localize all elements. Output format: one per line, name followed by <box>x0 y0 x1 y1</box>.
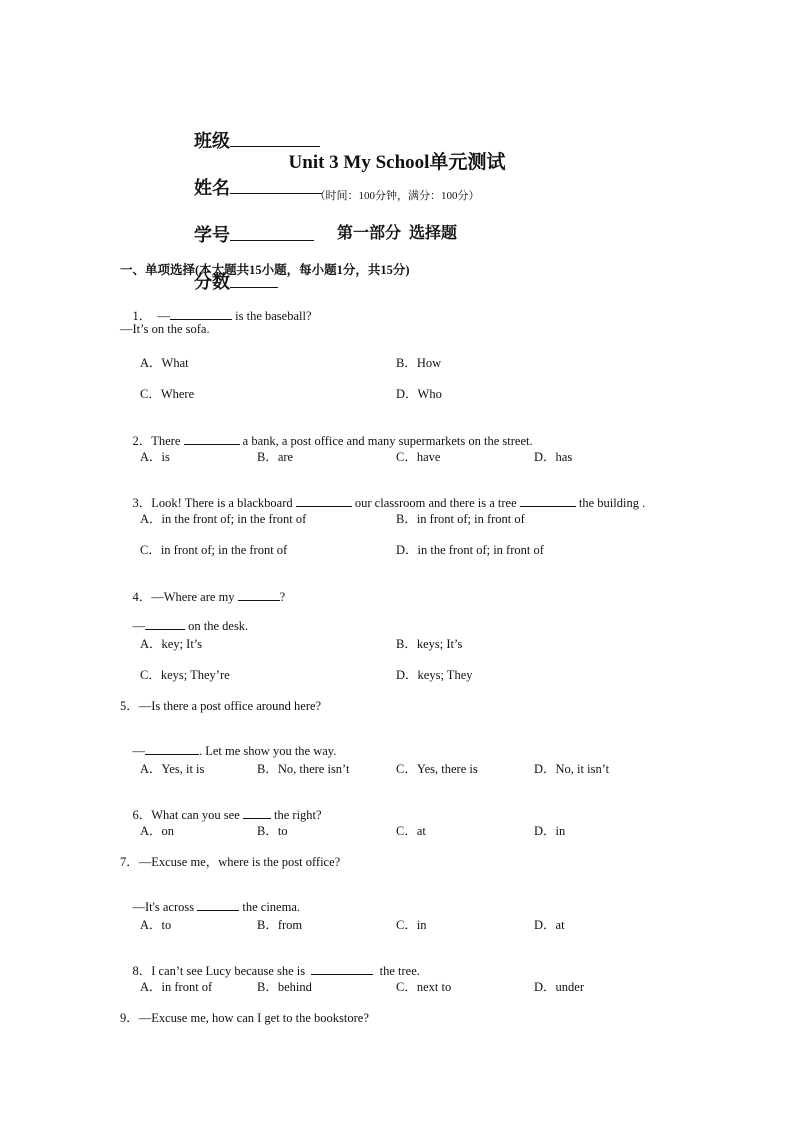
answer-blank[interactable] <box>170 308 232 320</box>
question-text: 3．Look! There is a blackboard <box>132 496 296 510</box>
question-7: 7．—Excuse me，where is the post office? <box>120 855 341 869</box>
option-d[interactable]: D．has <box>534 450 573 464</box>
option-a[interactable]: A．key; It’s <box>140 637 203 651</box>
option-d[interactable]: D．in the front of; in front of <box>396 543 544 557</box>
score-label: 分数 <box>194 272 230 292</box>
option-b[interactable]: B．behind <box>257 980 312 994</box>
answer-blank[interactable] <box>243 807 271 819</box>
option-a[interactable]: A．What <box>140 356 189 370</box>
question-text: 8．I can’t see Lucy because she is <box>132 964 312 978</box>
option-c[interactable]: C．Yes, there is <box>396 762 478 776</box>
question-9: 9．—Excuse me, how can I get to the bookstore? <box>120 1011 369 1025</box>
question-1-reply: —It’s on the sofa. <box>120 322 210 336</box>
option-a[interactable]: A．on <box>140 824 175 838</box>
question-2 <box>120 416 533 464</box>
reply-text: on the desk. <box>185 619 249 633</box>
class-label: 班级 <box>194 131 230 151</box>
question-text: 1． — <box>132 309 171 323</box>
option-a[interactable]: A．Yes, it is <box>140 762 205 776</box>
option-b[interactable]: B．to <box>257 824 288 838</box>
option-b[interactable]: B．are <box>257 450 294 464</box>
option-c[interactable]: C．keys; They’re <box>140 668 230 682</box>
option-b[interactable]: B．keys; It’s <box>396 637 463 651</box>
answer-blank[interactable] <box>145 743 199 755</box>
answer-blank[interactable] <box>184 433 240 445</box>
option-b[interactable]: B．from <box>257 918 303 932</box>
name-label: 姓名 <box>194 178 230 198</box>
class-blank[interactable] <box>230 129 320 147</box>
option-a[interactable]: A．is <box>140 450 170 464</box>
question-text: the right? <box>270 808 322 822</box>
option-c[interactable]: C．in <box>396 918 427 932</box>
page-title: Unit 3 My School单元测试 <box>288 152 506 173</box>
option-d[interactable]: D．No, it isn’t <box>534 762 610 776</box>
student-info-line <box>176 106 322 315</box>
question-text: 6．What can you see <box>132 808 243 822</box>
reply-text: — <box>132 619 145 633</box>
option-c[interactable]: C．have <box>396 450 441 464</box>
option-c[interactable]: C．Where <box>140 387 195 401</box>
question-text: ? <box>279 590 286 604</box>
section-title: 一、单项选择(本大题共15小题，每小题1分，共15分) <box>120 263 410 277</box>
question-text: 4．—Where are my <box>132 590 238 604</box>
option-b[interactable]: B．No, there isn’t <box>257 762 350 776</box>
answer-blank[interactable] <box>296 495 352 507</box>
exam-info: （时间：100分钟，满分：100分） <box>314 190 480 202</box>
answer-blank[interactable] <box>311 963 373 975</box>
option-a[interactable]: A．in front of <box>140 980 213 994</box>
option-d[interactable]: D．keys; They <box>396 668 473 682</box>
option-d[interactable]: D．in <box>534 824 566 838</box>
question-text: the tree. <box>373 964 420 978</box>
reply-text: . Let me show you the way. <box>199 744 337 758</box>
option-c[interactable]: C．next to <box>396 980 452 994</box>
question-5: 5．—Is there a post office around here? <box>120 699 322 713</box>
reply-text: — <box>132 744 145 758</box>
option-c[interactable]: C．in front of; in the front of <box>140 543 288 557</box>
option-b[interactable]: B．in front of; in front of <box>396 512 525 526</box>
answer-blank[interactable] <box>520 495 576 507</box>
reply-text: —It's across <box>132 900 198 914</box>
answer-blank[interactable] <box>145 618 185 630</box>
option-b[interactable]: B．How <box>396 356 442 370</box>
question-text: the building . <box>575 496 646 510</box>
question-text: our classroom and there is a tree <box>351 496 520 510</box>
option-d[interactable]: D．under <box>534 980 584 994</box>
option-a[interactable]: A．in the front of; in the front of <box>140 512 307 526</box>
option-d[interactable]: D．Who <box>396 387 442 401</box>
reply-text: the cinema. <box>239 900 300 914</box>
option-c[interactable]: C．at <box>396 824 426 838</box>
answer-blank[interactable] <box>197 899 239 911</box>
question-text: 2．There <box>132 434 184 448</box>
option-d[interactable]: D．at <box>534 918 565 932</box>
part-title: 第一部分 选择题 <box>336 225 457 242</box>
question-text: is the baseball? <box>232 309 312 323</box>
answer-blank[interactable] <box>238 589 280 601</box>
option-a[interactable]: A．to <box>140 918 172 932</box>
question-text: a bank, a post office and many supermarkets on the street. <box>239 434 533 448</box>
number-label: 学号 <box>194 225 230 245</box>
